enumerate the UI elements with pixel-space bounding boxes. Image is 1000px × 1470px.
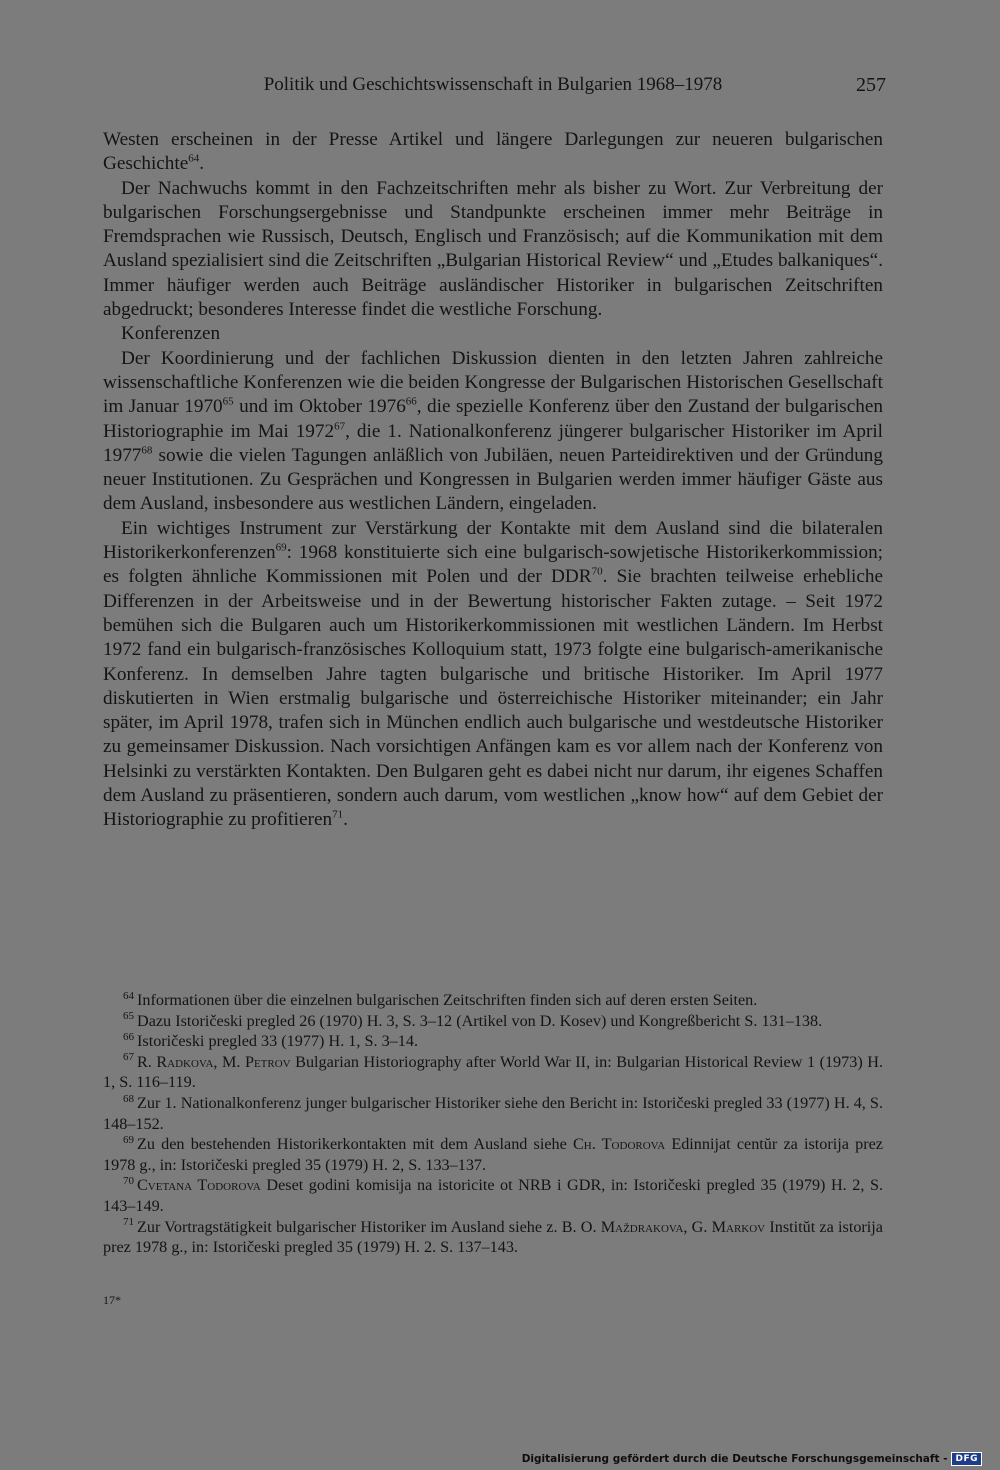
running-title: Politik und Geschichtswissenschaft in Bulgarien 1968–1978: [263, 74, 723, 95]
paragraph-4-text-b: : 1968 konstituierte sich eine bulgarisch-sowjetische Historikerkommission; es folgten ähnliche Kommissionen mit Polen und der DDR: [103, 542, 883, 588]
footnote-author: R. Radkova, M. Petrov: [137, 1052, 291, 1071]
footnote-author: Cvetana Todorova: [137, 1176, 261, 1195]
dfg-credit: [522, 1451, 982, 1467]
paragraph-1-text: Westen erscheinen in der Presse Artikel und längere Darlegungen zur neueren bulgarischen Geschichte: [103, 129, 883, 175]
paragraph-3-text-c: , die spezielle Konferenz über den Zustand der bulgarischen Historiographie im Mai 1972: [103, 396, 883, 442]
footnote-66: $^{66}$ Istoričeski pregled 33 (1977) H. 1, S. 3–14.: [123, 1030, 418, 1051]
paragraph-3-text-b: und im Oktober 1976: [233, 396, 406, 418]
dfg-logo-icon: DFG: [951, 1452, 982, 1466]
footnote-70: $^{70}$ Cvetana Todorova Deset godini komisija na istoricite ot NRB i GDR, in: Istoričeski pregled 35 (1979) H. 2, S. 143–149.: [103, 1174, 883, 1215]
footnote-64: $^{64}$ Informationen über die einzelnen bulgarischen Zeitschriften finden sich auf deren ersten Seiten.: [123, 989, 758, 1009]
page-number: 257: [856, 74, 886, 96]
paragraph-3-text-e: sowie die vielen Tagungen anläßlich von Jubiläen, neuen Parteidirektiven und der Gründung neuer Institutionen. Zu Gesprächen und Kongressen in Bulgarien werden immer häufiger Gäste aus dem Ausland, insbesondere aus westlichen Ländern, eingeladen.: [103, 444, 883, 515]
paragraph-4: [103, 517, 883, 833]
paragraph-4-text-c: . Sie brachten teilweise erhebliche Differenzen in der Arbeitsweise und in der Bewertung historischer Fakten zutage. – Seit 1972 bemühen sich die Bulgaren auch um Historikerkommissionen mit westlichen Ländern. Im Herbst 1972 fand ein bulgarisch-französisches Kolloquium statt, 1973 folgte eine bulgarisch-amerikanische Konferenz. In demselben Jahre tagten bulgarische und britische Historiker. Im April 1977 diskutierten in Wien erstmalig bulgarische und österreichische Historiker miteinander; ein Jahr später, im April 1978, trafen sich in München endlich auch bulgarische und westdeutsche Historiker zu gemeinsamer Diskussion. Nach vorsichtigen Anfängen kam es vor allem nach der Konferenz von Helsinki zu verstärkten Kontakten. Den Bulgaren geht es dabei nicht nur darum, ihr eigenes Schaffen dem Ausland zu präsentieren, sondern auch darum, vom westlichen „know how“ auf dem Gebiet der Historiographie zu profitieren: [103, 566, 883, 831]
paragraph-3-text-a: Der Koordinierung und der fachlichen Diskussion dienten in den letzten Jahren zahlreiche wissenschaftliche Konferenzen wie die beiden Kongresse der Bulgarischen Historischen Gesellschaft im Januar 1970: [103, 347, 883, 418]
page-header: [100, 74, 886, 104]
footnote-ref-65: 65: [222, 395, 234, 408]
footnote-ref-71: 71: [332, 808, 344, 821]
footnote-ref-70: 70: [591, 565, 603, 578]
footnote-ref-66: 66: [405, 395, 417, 408]
section-heading: Konferenzen: [121, 323, 221, 345]
footnote-71: $^{71}$ Zur Vortragstätigkeit bulgarischer Historiker im Ausland siehe z. B. O. Maždrakova, G. Markov Institŭt za istorija prez 1978 g., in: Istoričeski pregled 35 (1979) H. 2. S. 137–143.: [103, 1216, 883, 1257]
paragraph-2: Der Nachwuchs kommt in den Fachzeitschriften mehr als bisher zu Wort. Zur Verbreitung der bulgarischen Forschungsergebnisse und Standpunkte erscheinen immer mehr Beiträge in Fremdsprachen wie Russisch, Deutsch, Englisch und Französisch; auf die Kommunikation mit dem Ausland spezialisiert sind die Zeitschriften „Bulgarian Historical Review“ und „Etudes balkaniques“. Immer häufiger werden auch Beiträge ausländischer Historiker in bulgarischen Zeitschriften abgedruckt; besonderes Interesse findet die westliche Forschung.: [103, 177, 883, 321]
paragraph-1: [103, 128, 883, 177]
dfg-credit-text: Digitalisierung gefördert durch die Deutsche Forschungsgemeinschaft -: [521, 1453, 948, 1465]
paragraph-3-text-d: , die 1. Nationalkonferenz jüngerer bulgarischer Historiker im April 1977: [103, 420, 884, 466]
footnote-ref-64: 64: [188, 152, 200, 165]
paragraph-3: [103, 347, 883, 517]
paragraph-1-end: .: [199, 153, 205, 175]
footnote-69: $^{69}$ Zu den bestehenden Historikerkontakten mit dem Ausland siehe Ch. Todorova Edinnijat centŭr za istorija prez 1978 g., in: Istoričeski pregled 35 (1979) H. 2, S. 133–137.: [103, 1133, 883, 1174]
footnote-68: $^{68}$ Zur 1. Nationalkonferenz junger bulgarischer Historiker siehe den Bericht in: Istoričeski pregled 33 (1977) H. 4, S. 148–152.: [103, 1092, 883, 1133]
footnote-65: $^{65}$ Dazu Istoričeski pregled 26 (1970) H. 3, S. 3–12 (Artikel von D. Kosev) und Kongreßbericht S. 131–138.: [123, 1010, 823, 1030]
footnote-67: $^{67}$ R. Radkova, M. Petrov Bulgarian Historiography after World War II, in: Bulgarian Historical Review 1 (1973) H. 1, S. 116–119.: [103, 1051, 883, 1092]
footnote-author: Maždrakova, G. Markov: [600, 1217, 766, 1236]
paragraph-4-text-a: Ein wichtiges Instrument zur Verstärkung der Kontakte mit dem Ausland sind die bilateralen Historikerkonferenzen: [103, 517, 883, 564]
footnote-author: Ch. Todorova: [573, 1135, 666, 1154]
footnote-ref-67: 67: [334, 420, 346, 433]
footnote-ref-68: 68: [141, 444, 153, 457]
paragraph-4-end: .: [343, 809, 348, 831]
body-text: [103, 128, 883, 833]
footnotes: [103, 990, 883, 1258]
footnote-ref-69: 69: [275, 541, 287, 554]
sheet-signature: 17*: [103, 1293, 121, 1307]
